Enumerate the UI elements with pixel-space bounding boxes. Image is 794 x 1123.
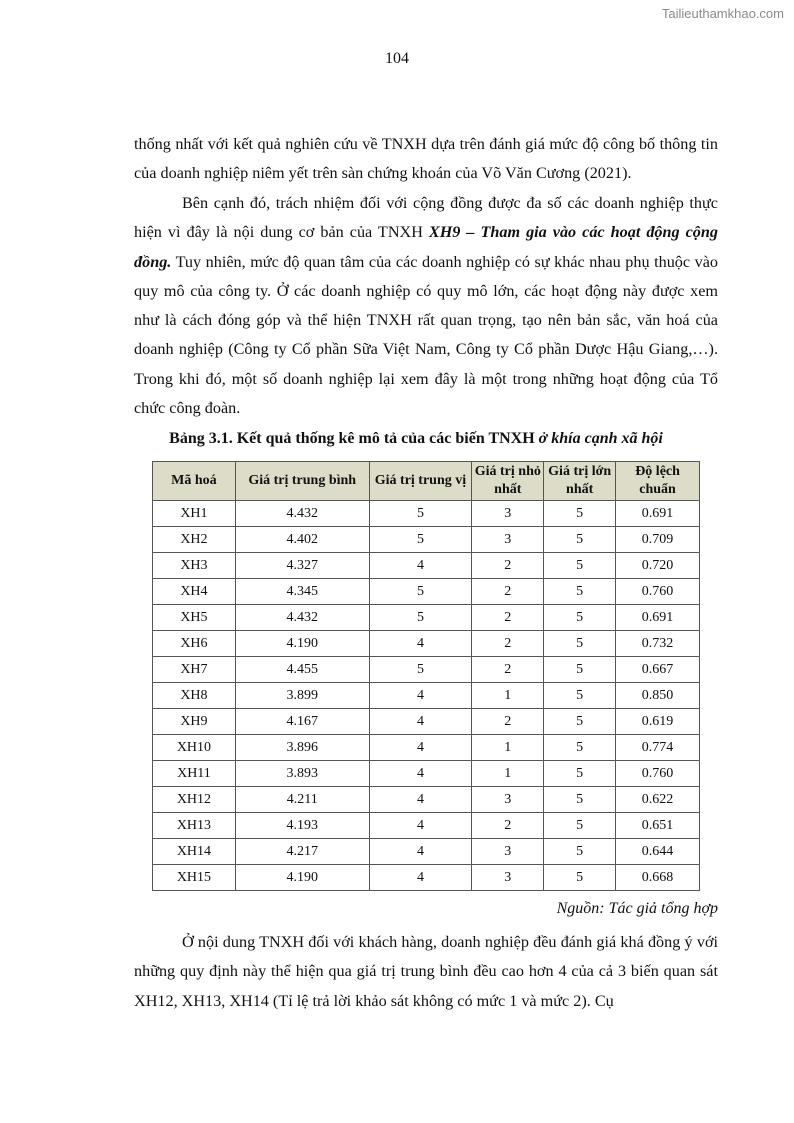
table-cell: 5 xyxy=(544,501,616,527)
table-cell: 4 xyxy=(369,683,472,709)
table-cell: 5 xyxy=(544,813,616,839)
table-cell: 1 xyxy=(472,683,544,709)
table-caption-main: Bảng 3.1. Kết quả thống kê mô tả của các biến TNXH xyxy=(169,430,539,447)
table-cell: 0.774 xyxy=(616,735,700,761)
table-cell: 4 xyxy=(369,553,472,579)
table-cell: 5 xyxy=(544,735,616,761)
table-source: Nguồn: Tác giả tổng hợp xyxy=(556,900,718,917)
watermark: Tailieuthamkhao.com xyxy=(661,6,784,21)
table-cell: 5 xyxy=(544,605,616,631)
table-cell: XH3 xyxy=(153,553,236,579)
table-cell: 4.193 xyxy=(235,813,369,839)
table-row xyxy=(153,553,700,579)
table-cell: 5 xyxy=(544,709,616,735)
table-cell: XH11 xyxy=(153,761,236,787)
table-cell: 0.709 xyxy=(616,527,700,553)
paragraph-1: thống nhất với kết quả nghiên cứu về TNXH dựa trên đánh giá mức độ công bố thông tin của doanh nghiệp niêm yết trên sàn chứng khoán của Võ Văn Cương (2021). xyxy=(134,135,718,183)
table-row xyxy=(153,787,700,813)
table-cell: 0.651 xyxy=(616,813,700,839)
table-cell: XH9 xyxy=(153,709,236,735)
table-row xyxy=(153,761,700,787)
table-caption xyxy=(0,430,794,448)
paragraph-2-text-after: Tuy nhiên, mức độ quan tâm của các doanh nghiệp có sự khác nhau phụ thuộc vào quy mô của công ty. Ở các doanh nghiệp có quy mô lớn, các hoạt động này được xem như là cách đóng góp và thể hiện TNXH rất quan trọng, tạo nên bản sắc, văn hoá của doanh nghiệp (Công ty Cổ phần Sữa Việt Nam, Công ty Cổ phần Dược Hậu Giang,…). Trong khi đó, một số doanh nghiệp lại xem đây là một trong những hoạt động của Tổ chức công đoàn. xyxy=(134,252,718,418)
table-cell: 4.211 xyxy=(235,787,369,813)
column-header: Giá trị nhỏ nhất xyxy=(472,462,544,501)
table-cell: 4 xyxy=(369,631,472,657)
table-cell: 5 xyxy=(369,527,472,553)
table-cell: 0.619 xyxy=(616,709,700,735)
table-cell: 3 xyxy=(472,839,544,865)
table-cell: 5 xyxy=(544,527,616,553)
table-cell: 0.667 xyxy=(616,657,700,683)
table-cell: XH10 xyxy=(153,735,236,761)
table-cell: 0.691 xyxy=(616,501,700,527)
table-cell: 0.760 xyxy=(616,761,700,787)
table-cell: 2 xyxy=(472,657,544,683)
table-cell: 4.190 xyxy=(235,631,369,657)
table-cell: 0.691 xyxy=(616,605,700,631)
table-cell: 2 xyxy=(472,605,544,631)
table-cell: 5 xyxy=(369,657,472,683)
table-row xyxy=(153,865,700,891)
table-header-row xyxy=(153,462,700,501)
table-cell: 4 xyxy=(369,865,472,891)
column-header: Giá trị trung vị xyxy=(369,462,472,501)
table-row xyxy=(153,579,700,605)
table-cell: 4.432 xyxy=(235,501,369,527)
table-row xyxy=(153,709,700,735)
table-cell: 5 xyxy=(369,605,472,631)
table-cell: 5 xyxy=(369,501,472,527)
table-cell: XH2 xyxy=(153,527,236,553)
table-cell: 0.720 xyxy=(616,553,700,579)
table-cell: 5 xyxy=(544,787,616,813)
table-cell: 5 xyxy=(544,683,616,709)
page-number: 104 xyxy=(385,50,409,67)
table-cell: XH7 xyxy=(153,657,236,683)
table-cell: 4 xyxy=(369,709,472,735)
table-cell: 4.432 xyxy=(235,605,369,631)
table-cell: 0.668 xyxy=(616,865,700,891)
paragraph-2-emphasis: XH9 – Tham gia vào các hoạt động cộng đồng. xyxy=(134,223,718,271)
table-cell: 3 xyxy=(472,787,544,813)
table-cell: 5 xyxy=(544,761,616,787)
table-cell: XH6 xyxy=(153,631,236,657)
table-cell: 3 xyxy=(472,865,544,891)
table-cell: 4 xyxy=(369,761,472,787)
table-row xyxy=(153,527,700,553)
table-cell: 5 xyxy=(369,579,472,605)
table-cell: 0.622 xyxy=(616,787,700,813)
table-row xyxy=(153,683,700,709)
table-cell: XH15 xyxy=(153,865,236,891)
column-header: Mã hoá xyxy=(153,462,236,501)
table-cell: XH12 xyxy=(153,787,236,813)
table-cell: 3.896 xyxy=(235,735,369,761)
table-cell: 4 xyxy=(369,787,472,813)
table-cell: 0.644 xyxy=(616,839,700,865)
table-row xyxy=(153,735,700,761)
table-cell: 3 xyxy=(472,527,544,553)
table-cell: 4 xyxy=(369,839,472,865)
paragraph-2-text-before: Bên cạnh đó, trách nhiệm đối với cộng đồng được đa số các doanh nghiệp thực hiện vì đây là nội dung cơ bản của TNXH xyxy=(134,194,718,242)
table-cell: 4 xyxy=(369,735,472,761)
table-cell: 2 xyxy=(472,709,544,735)
column-header: Giá trị trung bình xyxy=(235,462,369,501)
table-cell: 4.327 xyxy=(235,553,369,579)
table-cell: 4.345 xyxy=(235,579,369,605)
table-cell: 5 xyxy=(544,579,616,605)
table-caption-italic: ở khía cạnh xã hội xyxy=(538,430,663,447)
column-header: Giá trị lớn nhất xyxy=(544,462,616,501)
table-row xyxy=(153,657,700,683)
table-cell: 0.850 xyxy=(616,683,700,709)
table-cell: XH14 xyxy=(153,839,236,865)
table-row xyxy=(153,839,700,865)
paragraph-3: Ở nội dung TNXH đối với khách hàng, doanh nghiệp đều đánh giá khá đồng ý với những quy định này thể hiện qua giá trị trung bình đều cao hơn 4 của cả 3 biến quan sát XH12, XH13, XH14 (Tỉ lệ trả lời khảo sát không có mức 1 và mức 2). Cụ xyxy=(134,933,718,1010)
table-cell: 4.167 xyxy=(235,709,369,735)
column-header: Độ lệch chuẩn xyxy=(616,462,700,501)
table-cell: 4.217 xyxy=(235,839,369,865)
table-body xyxy=(153,501,700,891)
table-cell: 2 xyxy=(472,553,544,579)
table-row xyxy=(153,631,700,657)
table-cell: 2 xyxy=(472,631,544,657)
statistics-table xyxy=(152,461,700,891)
table-cell: 0.760 xyxy=(616,579,700,605)
table-row xyxy=(153,605,700,631)
table-cell: 4.455 xyxy=(235,657,369,683)
table-cell: 3 xyxy=(472,501,544,527)
table-cell: XH4 xyxy=(153,579,236,605)
table-cell: XH8 xyxy=(153,683,236,709)
table-cell: 1 xyxy=(472,735,544,761)
table-cell: 3.899 xyxy=(235,683,369,709)
table-row xyxy=(153,813,700,839)
table-cell: 2 xyxy=(472,813,544,839)
table-cell: 0.732 xyxy=(616,631,700,657)
table-cell: XH13 xyxy=(153,813,236,839)
table-cell: XH5 xyxy=(153,605,236,631)
table-cell: 3.893 xyxy=(235,761,369,787)
table-cell: 1 xyxy=(472,761,544,787)
table-cell: 5 xyxy=(544,657,616,683)
paragraph-2 xyxy=(134,189,718,423)
table-cell: XH1 xyxy=(153,501,236,527)
table-cell: 4.402 xyxy=(235,527,369,553)
table-cell: 5 xyxy=(544,631,616,657)
table-cell: 4 xyxy=(369,813,472,839)
table-cell: 4.190 xyxy=(235,865,369,891)
table-cell: 5 xyxy=(544,865,616,891)
table-cell: 5 xyxy=(544,839,616,865)
table-row xyxy=(153,501,700,527)
table-cell: 2 xyxy=(472,579,544,605)
table-cell: 5 xyxy=(544,553,616,579)
